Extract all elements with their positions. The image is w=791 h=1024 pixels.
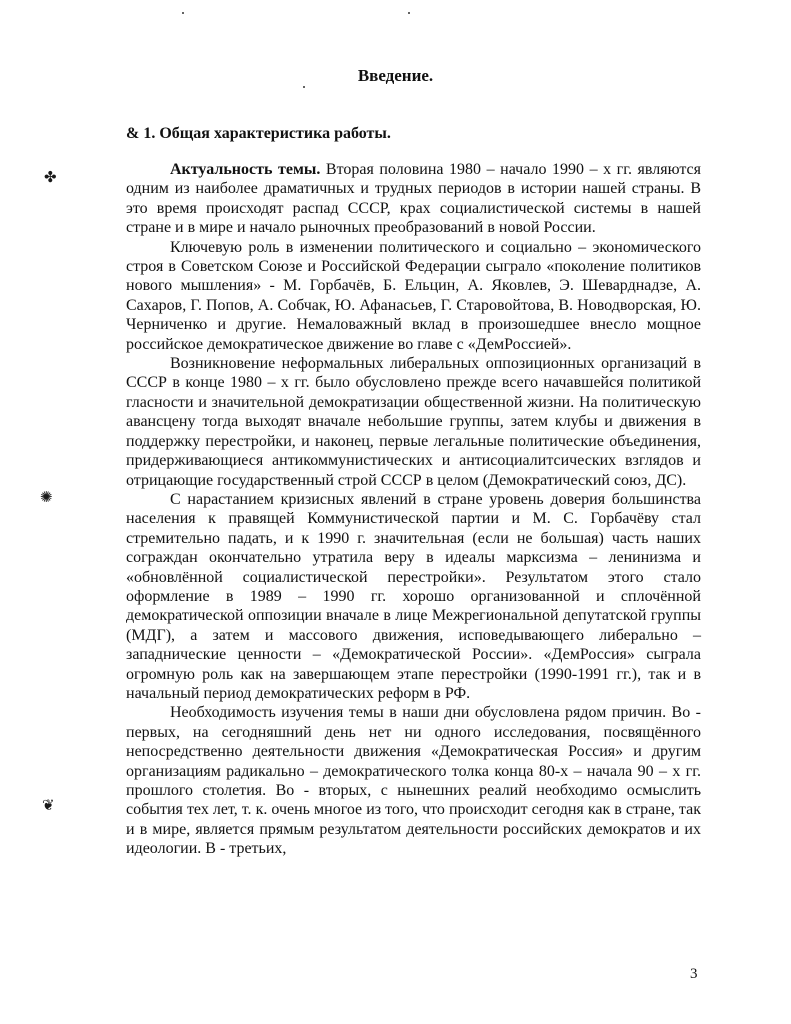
margin-mark-icon: ✺ xyxy=(40,490,53,506)
paragraph-lead: Актуальность темы. xyxy=(170,161,321,178)
section-heading: & 1. Общая характеристика работы. xyxy=(126,125,391,142)
body-text xyxy=(126,160,701,859)
scan-speck xyxy=(408,12,410,14)
scan-speck xyxy=(182,12,184,14)
paragraph-text: Вторая половина 1980 – начало 1990 – х гг. являются одним из наиболее драматичных и трудных периодов в истории нашей страны. В это время происходят распад СССР, крах социалистической системы в нашей стране и в мире и начало рыночных преобразований в новой России. xyxy=(126,161,701,237)
paragraph: Возникновение неформальных либеральных оппозиционных организаций в СССР в конце 1980 – х гг. было обусловлено прежде всего начавшейся политикой гласности и значительной демократизации общественной жизни. На политическую авансцену тогда выходят вначале небольшие группы, затем клубы и движения в поддержку перестройки, и наконец, первые легальные политические объединения, придерживающиеся антикоммунистических и антисоциалитсических взглядов и отрицающие государственный строй СССР в целом (Демократический союз, ДС). xyxy=(126,355,701,489)
paragraph: Ключевую роль в изменении политического и социально – экономического строя в Советском Союзе и Российской Федерации сыграло «поколение политиков нового мышления» - М. Горбачёв, Б. Ельцин, А. Яковлев, Э. Шеварднадзе, А. Сахаров, Г. Попов, А. Собчак, Ю. Афанасьев, Г. Старовойтова, В. Новодворская, Ю. Черниченко и другие. Немаловажный вклад в произошедшее внесло мощное российское демократическое движение во главе с «ДемРоссией». xyxy=(126,238,701,353)
paragraph: С нарастанием кризисных явлений в стране уровень доверия большинства населения к правящей Коммунистической партии и М. С. Горбачёву стал стремительно падать, и к 1990 г. значительная (если не большая) часть наших сограждан окончательно утратила веру в идеалы марксизма – ленинизма и «обновлённой социалистической перестройки». Результатом этого стало оформление в 1989 – 1990 гг. хорошо организованной и сплочённой демократической оппозиции вначале в лице Межрегиональной депутатской группы (МДГ), а затем и массового движения, исповедывающего либерально – западнические ценности – «Демократической России». «ДемРоссия» сыграла огромную роль как на завершающем этапе перестройки (1990-1991 гг.), так и в начальный период демократических реформ в РФ. xyxy=(126,490,701,702)
page-title: Введение. xyxy=(357,66,434,85)
paragraph-relevance xyxy=(126,160,701,238)
margin-mark-icon: ✤ xyxy=(44,170,57,186)
page-number: 3 xyxy=(690,966,698,982)
margin-mark-icon: ❦ xyxy=(42,798,55,814)
paragraph: Необходимость изучения темы в наши дни обусловлена рядом причин. Во - первых, на сегодняшний день нет ни одного исследования, посвящённого непосредственно деятельности движения «Демократическая Россия» и другим организациям радикально – демократического толка конца 80-х – начала 90 – х гг. прошлого столетия. Во - вторых, с нынешних реалий необходимо осмыслить события тех лет, т. к. очень многое из того, что происходит сегодня как в стране, так и в мире, является прямым результатом деятельности российских демократов и их идеологии. В - третьих, xyxy=(126,704,701,858)
scan-speck xyxy=(303,86,305,88)
